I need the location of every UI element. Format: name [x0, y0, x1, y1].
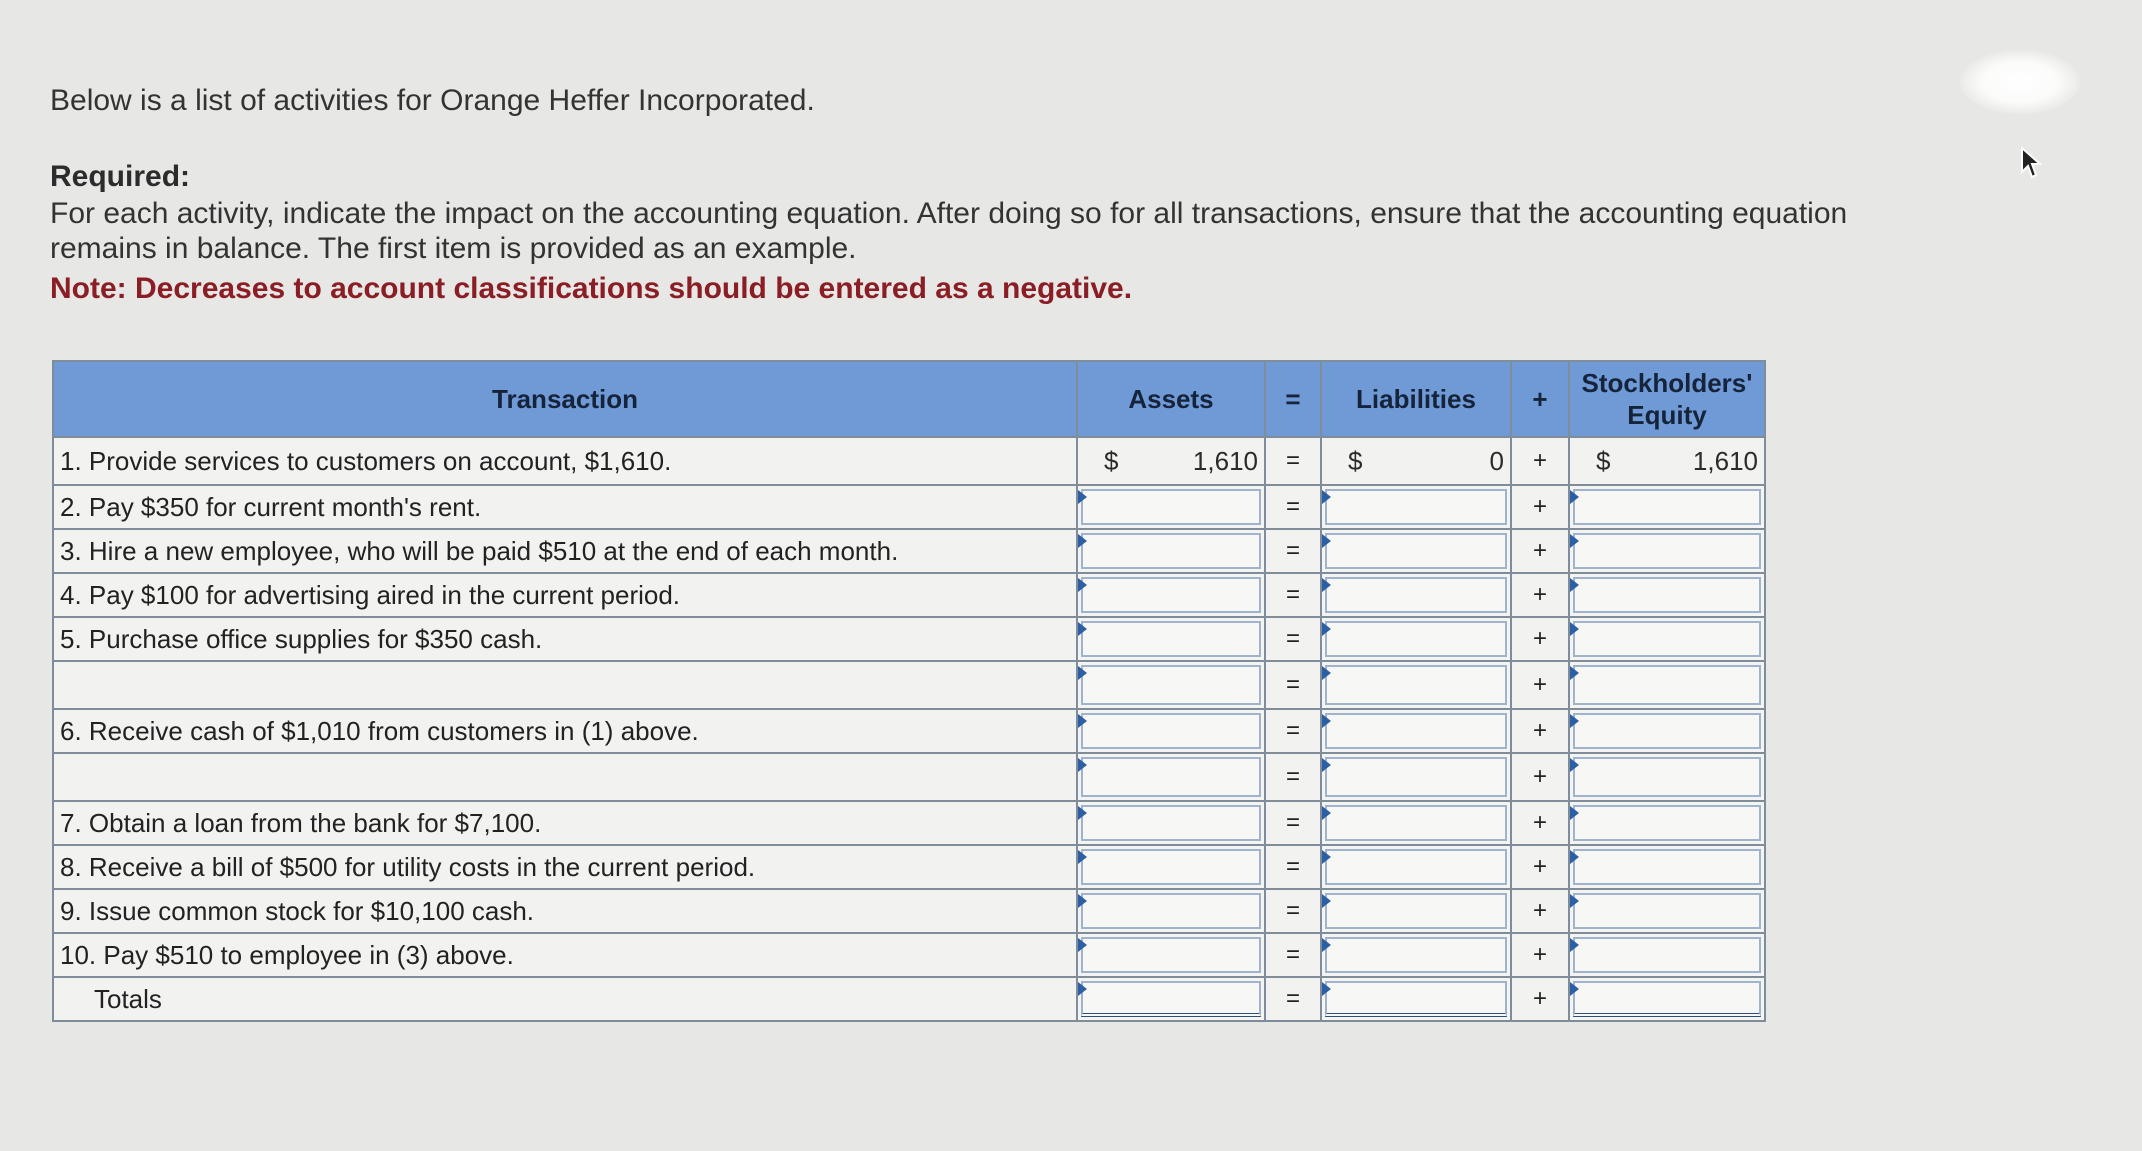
- equity-cell[interactable]: [1569, 709, 1765, 753]
- liabilities-cell[interactable]: [1321, 933, 1511, 977]
- table-row: [53, 617, 1765, 661]
- transaction-text: 10. Pay $510 to employee in (3) above.: [53, 933, 1077, 977]
- equity-input[interactable]: [1573, 533, 1761, 569]
- liabilities-input[interactable]: [1325, 757, 1507, 797]
- equity-total-input[interactable]: [1573, 981, 1761, 1017]
- assets-cell[interactable]: [1077, 845, 1265, 889]
- liabilities-cell[interactable]: [1321, 661, 1511, 709]
- liabilities-total-input[interactable]: [1325, 981, 1507, 1017]
- dropdown-marker-icon: [1078, 714, 1087, 728]
- liabilities-cell[interactable]: [1321, 573, 1511, 617]
- equity-input[interactable]: [1573, 805, 1761, 841]
- dropdown-marker-icon: [1322, 982, 1331, 996]
- equity-input[interactable]: [1573, 849, 1761, 885]
- assets-cell[interactable]: [1077, 889, 1265, 933]
- transaction-text: 1. Provide services to customers on account, $1,610.: [53, 437, 1077, 485]
- dropdown-marker-icon: [1570, 490, 1579, 504]
- dropdown-marker-icon: [1078, 894, 1087, 908]
- dropdown-marker-icon: [1570, 850, 1579, 864]
- assets-dollar-sign: $: [1104, 446, 1119, 476]
- equals-sign: =: [1265, 661, 1321, 709]
- equity-dollar-sign: $: [1596, 446, 1611, 476]
- assets-value: [1077, 437, 1265, 485]
- dropdown-marker-icon: [1570, 938, 1579, 952]
- table-row: [53, 801, 1765, 845]
- assets-input[interactable]: [1081, 805, 1261, 841]
- assets-cell[interactable]: [1077, 617, 1265, 661]
- equity-cell[interactable]: [1569, 617, 1765, 661]
- equity-input[interactable]: [1573, 489, 1761, 525]
- transaction-text: 2. Pay $350 for current month's rent.: [53, 485, 1077, 529]
- equity-cell[interactable]: [1569, 573, 1765, 617]
- plus-sign: +: [1511, 529, 1569, 573]
- equity-input[interactable]: [1573, 577, 1761, 613]
- dropdown-marker-icon: [1322, 578, 1331, 592]
- assets-cell[interactable]: [1077, 529, 1265, 573]
- dropdown-marker-icon: [1322, 938, 1331, 952]
- accounting-equation-table: [52, 360, 1766, 1022]
- dropdown-marker-icon: [1570, 622, 1579, 636]
- equity-cell[interactable]: [1569, 801, 1765, 845]
- equity-value: [1569, 437, 1765, 485]
- table-row: [53, 889, 1765, 933]
- equity-amount: 1,610: [1692, 446, 1758, 476]
- equals-sign: =: [1265, 845, 1321, 889]
- assets-cell[interactable]: [1077, 573, 1265, 617]
- liabilities-total-cell[interactable]: [1321, 977, 1511, 1021]
- equals-sign: =: [1265, 485, 1321, 529]
- totals-row: [53, 977, 1765, 1021]
- plus-sign: +: [1511, 845, 1569, 889]
- liabilities-input[interactable]: [1325, 893, 1507, 929]
- liabilities-dollar-sign: $: [1348, 446, 1363, 476]
- dropdown-marker-icon: [1322, 758, 1331, 772]
- transaction-text: [53, 753, 1077, 801]
- light-glare: [1960, 50, 2080, 114]
- dropdown-marker-icon: [1078, 850, 1087, 864]
- dropdown-marker-icon: [1078, 534, 1087, 548]
- liabilities-cell[interactable]: [1321, 801, 1511, 845]
- dropdown-marker-icon: [1570, 534, 1579, 548]
- equity-input[interactable]: [1573, 713, 1761, 749]
- equity-input[interactable]: [1573, 665, 1761, 705]
- dropdown-marker-icon: [1570, 894, 1579, 908]
- assets-amount: 1,610: [1192, 446, 1258, 476]
- totals-label: Totals: [53, 977, 1077, 1021]
- liabilities-input[interactable]: [1325, 713, 1507, 749]
- dropdown-marker-icon: [1078, 806, 1087, 820]
- assets-cell[interactable]: [1077, 933, 1265, 977]
- dropdown-marker-icon: [1078, 938, 1087, 952]
- liabilities-amount: 0: [1489, 446, 1504, 476]
- transaction-text: 8. Receive a bill of $500 for utility costs in the current period.: [53, 845, 1077, 889]
- header-equity-line2: Equity: [1627, 400, 1707, 430]
- assets-input[interactable]: [1081, 577, 1261, 613]
- plus-sign: +: [1511, 661, 1569, 709]
- table-row: [53, 485, 1765, 529]
- equity-cell[interactable]: [1569, 661, 1765, 709]
- plus-sign: +: [1511, 933, 1569, 977]
- liabilities-input[interactable]: [1325, 577, 1507, 613]
- header-plus: +: [1511, 361, 1569, 437]
- equals-sign: =: [1265, 437, 1321, 485]
- liabilities-input[interactable]: [1325, 665, 1507, 705]
- assets-cell[interactable]: [1077, 709, 1265, 753]
- transaction-text: [53, 661, 1077, 709]
- plus-sign: +: [1511, 753, 1569, 801]
- transaction-text: 3. Hire a new employee, who will be paid $510 at the end of each month.: [53, 529, 1077, 573]
- dropdown-marker-icon: [1078, 666, 1087, 680]
- assets-input[interactable]: [1081, 937, 1261, 973]
- liabilities-cell[interactable]: [1321, 753, 1511, 801]
- dropdown-marker-icon: [1570, 758, 1579, 772]
- equals-sign: =: [1265, 529, 1321, 573]
- liabilities-cell[interactable]: [1321, 485, 1511, 529]
- plus-sign: +: [1511, 709, 1569, 753]
- transaction-text: 6. Receive cash of $1,010 from customers in (1) above.: [53, 709, 1077, 753]
- liabilities-input[interactable]: [1325, 805, 1507, 841]
- equals-sign: =: [1265, 977, 1321, 1021]
- dropdown-marker-icon: [1322, 850, 1331, 864]
- liabilities-input[interactable]: [1325, 849, 1507, 885]
- dropdown-marker-icon: [1078, 982, 1087, 996]
- dropdown-marker-icon: [1570, 714, 1579, 728]
- equity-cell[interactable]: [1569, 845, 1765, 889]
- transaction-text: 7. Obtain a loan from the bank for $7,100.: [53, 801, 1077, 845]
- table-row: [53, 661, 1765, 709]
- liabilities-input[interactable]: [1325, 489, 1507, 525]
- plus-sign: +: [1511, 485, 1569, 529]
- dropdown-marker-icon: [1078, 622, 1087, 636]
- header-equity-line1: Stockholders': [1581, 368, 1753, 398]
- assets-input[interactable]: [1081, 849, 1261, 885]
- assets-input[interactable]: [1081, 757, 1261, 797]
- equity-cell[interactable]: [1569, 753, 1765, 801]
- transaction-text: 4. Pay $100 for advertising aired in the current period.: [53, 573, 1077, 617]
- table-row: [53, 933, 1765, 977]
- liabilities-input[interactable]: [1325, 621, 1507, 657]
- equity-cell[interactable]: [1569, 529, 1765, 573]
- equity-input[interactable]: [1573, 937, 1761, 973]
- dropdown-marker-icon: [1570, 666, 1579, 680]
- liabilities-input[interactable]: [1325, 937, 1507, 973]
- assets-input[interactable]: [1081, 489, 1261, 525]
- plus-sign: +: [1511, 573, 1569, 617]
- plus-sign: +: [1511, 801, 1569, 845]
- table-row: [53, 529, 1765, 573]
- liabilities-cell[interactable]: [1321, 617, 1511, 661]
- dropdown-marker-icon: [1322, 894, 1331, 908]
- equals-sign: =: [1265, 801, 1321, 845]
- table-row: [53, 573, 1765, 617]
- equity-cell[interactable]: [1569, 889, 1765, 933]
- required-label: Required:: [50, 160, 191, 193]
- header-transaction: Transaction: [53, 361, 1077, 437]
- assets-input[interactable]: [1081, 533, 1261, 569]
- assets-cell[interactable]: [1077, 661, 1265, 709]
- equals-sign: =: [1265, 933, 1321, 977]
- dropdown-marker-icon: [1322, 534, 1331, 548]
- intro-text: Below is a list of activities for Orange Heffer Incorporated.: [50, 84, 815, 117]
- dropdown-marker-icon: [1570, 982, 1579, 996]
- plus-sign: +: [1511, 617, 1569, 661]
- equity-cell[interactable]: [1569, 485, 1765, 529]
- assets-cell[interactable]: [1077, 753, 1265, 801]
- table-row: [53, 753, 1765, 801]
- instructions-text: For each activity, indicate the impact on the accounting equation. After doing so for all transactions, ensure that the accounting equation remains in balance. The first item is provided as an example.: [50, 197, 1848, 265]
- assets-cell[interactable]: [1077, 485, 1265, 529]
- header-assets: Assets: [1077, 361, 1265, 437]
- liabilities-cell[interactable]: [1321, 889, 1511, 933]
- equity-total-cell[interactable]: [1569, 977, 1765, 1021]
- equals-sign: =: [1265, 573, 1321, 617]
- dropdown-marker-icon: [1322, 490, 1331, 504]
- transaction-text: 5. Purchase office supplies for $350 cash.: [53, 617, 1077, 661]
- plus-sign: +: [1511, 889, 1569, 933]
- note-text: Note: Decreases to account classifications should be entered as a negative.: [50, 272, 1133, 305]
- equity-input[interactable]: [1573, 757, 1761, 797]
- assets-total-cell[interactable]: [1077, 977, 1265, 1021]
- liabilities-cell[interactable]: [1321, 709, 1511, 753]
- header-row: [53, 361, 1765, 437]
- table-row: [53, 845, 1765, 889]
- dropdown-marker-icon: [1078, 758, 1087, 772]
- equity-cell[interactable]: [1569, 933, 1765, 977]
- dropdown-marker-icon: [1322, 714, 1331, 728]
- header-liabilities: Liabilities: [1321, 361, 1511, 437]
- plus-sign: +: [1511, 437, 1569, 485]
- plus-sign: +: [1511, 977, 1569, 1021]
- example-row: [53, 437, 1765, 485]
- dropdown-marker-icon: [1322, 666, 1331, 680]
- liabilities-input[interactable]: [1325, 533, 1507, 569]
- dropdown-marker-icon: [1322, 806, 1331, 820]
- assets-input[interactable]: [1081, 621, 1261, 657]
- assets-cell[interactable]: [1077, 801, 1265, 845]
- equals-sign: =: [1265, 617, 1321, 661]
- table-row: [53, 709, 1765, 753]
- equity-input[interactable]: [1573, 621, 1761, 657]
- liabilities-cell[interactable]: [1321, 845, 1511, 889]
- header-equals: =: [1265, 361, 1321, 437]
- equals-sign: =: [1265, 753, 1321, 801]
- liabilities-cell[interactable]: [1321, 529, 1511, 573]
- transaction-text: 9. Issue common stock for $10,100 cash.: [53, 889, 1077, 933]
- equals-sign: =: [1265, 709, 1321, 753]
- dropdown-marker-icon: [1322, 622, 1331, 636]
- assets-total-input[interactable]: [1081, 981, 1261, 1017]
- mouse-pointer-icon: [2020, 146, 2044, 185]
- dropdown-marker-icon: [1078, 490, 1087, 504]
- header-stockholders-equity: [1569, 361, 1765, 437]
- dropdown-marker-icon: [1570, 578, 1579, 592]
- assets-input[interactable]: [1081, 665, 1261, 705]
- liabilities-value: [1321, 437, 1511, 485]
- equity-input[interactable]: [1573, 893, 1761, 929]
- dropdown-marker-icon: [1078, 578, 1087, 592]
- equals-sign: =: [1265, 889, 1321, 933]
- dropdown-marker-icon: [1570, 806, 1579, 820]
- assets-input[interactable]: [1081, 893, 1261, 929]
- assets-input[interactable]: [1081, 713, 1261, 749]
